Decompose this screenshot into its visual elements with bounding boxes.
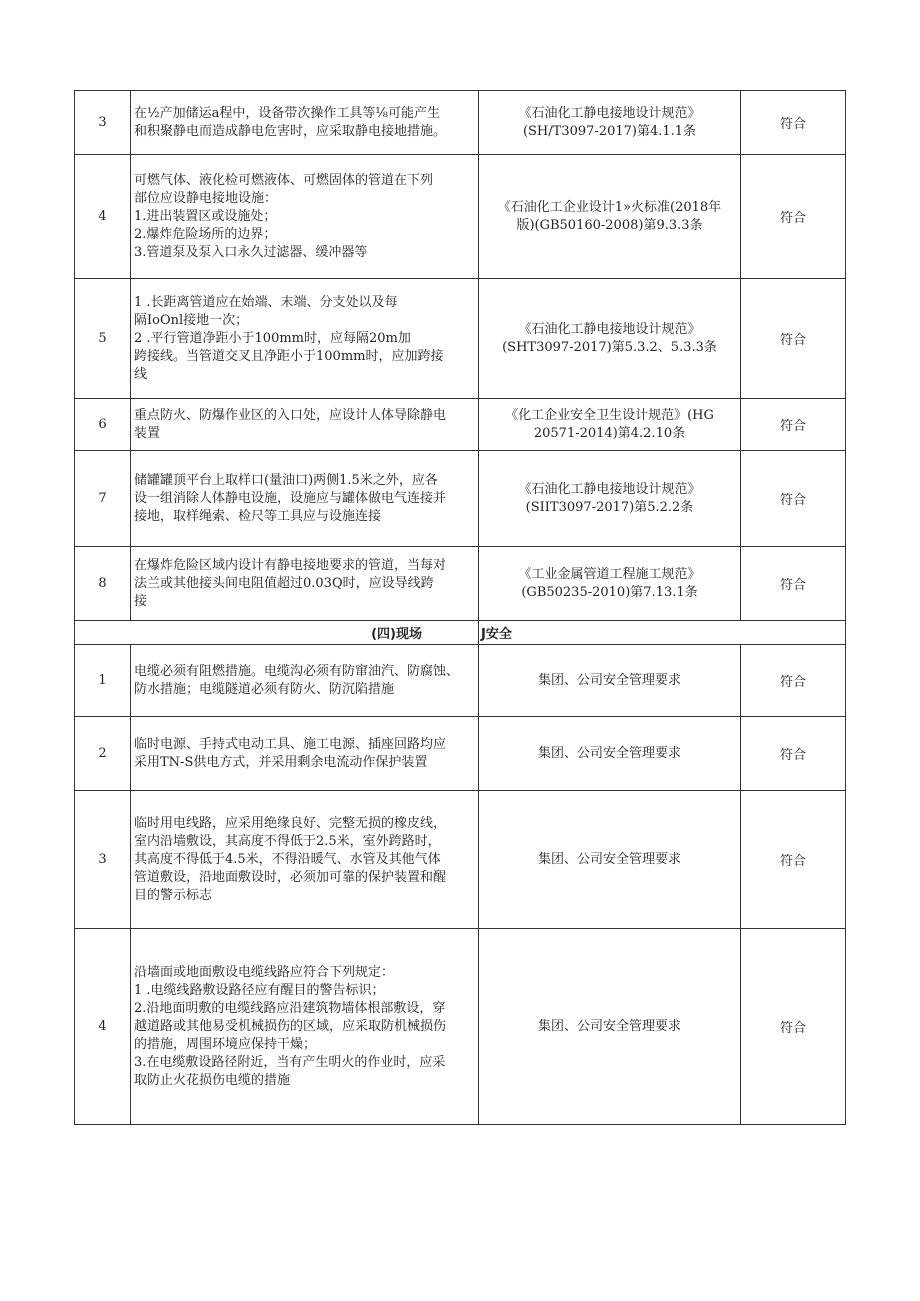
standard-line: (SH/T3097-2017)第4.1.1条 xyxy=(522,123,697,139)
requirement-line: 1 .长距离管道应在始端、末端、分支处以及每 xyxy=(134,294,398,310)
table-row xyxy=(75,91,846,155)
requirement-line: 沿墙面或地面敷设电缆线路应符合下列规定： xyxy=(134,964,395,980)
standard-line: 《石油化工静电接地设计规范》 xyxy=(518,481,701,497)
table-body-top xyxy=(75,91,846,621)
result-cell: 符合 xyxy=(741,399,846,451)
standard-line: 版)(GB50160-2008)第9.3.3条 xyxy=(516,217,703,233)
result-cell: 符合 xyxy=(741,155,846,279)
requirement-line: 跨接线。当管道交叉且净距小于100mm时，应加跨接 xyxy=(134,348,444,364)
result-cell: 符合 xyxy=(741,791,846,929)
section-title-right: J安全 xyxy=(479,621,846,645)
requirement-cell xyxy=(131,929,479,1125)
requirement-cell xyxy=(131,155,479,279)
requirement-line: 重点防火、防爆作业区的入口处，应设计人体导除静电 xyxy=(134,407,447,423)
table-row xyxy=(75,717,846,791)
requirement-line: 法兰或其他接头间电阻值超过0.03Q时，应设导线跨 xyxy=(134,575,434,591)
requirement-line: 接地，取样绳索、检尺等工具应与设施连接 xyxy=(134,508,382,524)
requirement-line: 电缆必须有阻燃措施。电缆沟必须有防窜油汽、防腐蚀、 xyxy=(134,663,460,679)
table-row xyxy=(75,279,846,399)
requirement-cell xyxy=(131,717,479,791)
standard-line: 集团、公司安全管理要求 xyxy=(537,672,681,688)
row-number: 8 xyxy=(75,547,131,621)
section-header xyxy=(75,621,846,645)
standard-line: 《化工企业安全卫生设计规范》(HG xyxy=(505,407,714,423)
requirement-cell xyxy=(131,91,479,155)
row-number: 7 xyxy=(75,451,131,547)
requirement-cell xyxy=(131,451,479,547)
requirement-cell xyxy=(131,279,479,399)
requirement-line: 3.在电缆敷设路径附近，当有产生明火的作业时，应采 xyxy=(134,1054,446,1070)
requirement-line: 在½产加储运a程中，设备带次操作工具等⅛可能产生 xyxy=(134,105,440,121)
standard-line: 集团、公司安全管理要求 xyxy=(537,745,681,761)
section-row xyxy=(75,621,846,645)
standard-line: 《石油化工静电接地设计规范》 xyxy=(518,321,701,337)
requirement-line: 2.爆炸危险场所的边界； xyxy=(134,226,277,242)
requirement-line: 隔IoOnl接地一次； xyxy=(134,312,249,328)
standard-cell xyxy=(479,929,741,1125)
standard-cell xyxy=(479,91,741,155)
requirement-line: 取防止火花损伤电缆的措施 xyxy=(134,1072,291,1088)
requirement-line: 2.沿地面明敷的电缆线路应沿建筑物墙体根部敷设，穿 xyxy=(134,1000,446,1016)
result-cell: 符合 xyxy=(741,929,846,1125)
standard-line: (GB50235-2010)第7.13.1条 xyxy=(521,584,698,600)
standard-line: 《工业金属管道工程施工规范》 xyxy=(518,566,701,582)
standard-cell xyxy=(479,155,741,279)
result-cell: 符合 xyxy=(741,451,846,547)
requirement-line: 1 .电缆线路敷设路径应有醒目的警告标识； xyxy=(134,982,385,998)
result-cell: 符合 xyxy=(741,279,846,399)
standard-cell xyxy=(479,645,741,717)
requirement-line: 在爆炸危险区域内设计有静电接地要求的管道，当每对 xyxy=(134,557,447,573)
inspection-table xyxy=(74,90,846,1125)
requirement-line: 线 xyxy=(134,366,148,382)
requirement-line: 越道路或其他易受机械损伤的区域，应采取防机械损伤 xyxy=(134,1018,447,1034)
requirement-line: 储罐罐顶平台上取样口(量油口)两侧1.5米之外，应各 xyxy=(134,472,438,488)
requirement-line: 部位应设静电接地设施： xyxy=(134,190,278,206)
section-title-left: (四)现场 xyxy=(75,621,479,645)
row-number: 3 xyxy=(75,791,131,929)
requirement-line: 装置 xyxy=(134,425,161,441)
row-number: 1 xyxy=(75,645,131,717)
table-row xyxy=(75,155,846,279)
table-row xyxy=(75,645,846,717)
requirement-line: 室内沿墙敷设，其高度不得低于2.5米，室外跨路时， xyxy=(134,833,441,849)
row-number: 3 xyxy=(75,91,131,155)
requirement-line: 和积聚静电而造成静电危害时，应采取静电接地措施。 xyxy=(134,123,447,139)
standard-line: (SHT3097-2017)第5.3.2、5.3.3条 xyxy=(502,339,717,355)
row-number: 6 xyxy=(75,399,131,451)
requirement-line: 防水措施；电缆隧道必须有防火、防沉陷措施 xyxy=(134,681,395,697)
standard-cell xyxy=(479,451,741,547)
row-number: 4 xyxy=(75,929,131,1125)
requirement-line: 设一组消除人体静电设施，设施应与罐体做电气连接并 xyxy=(134,490,447,506)
row-number: 2 xyxy=(75,717,131,791)
row-number: 5 xyxy=(75,279,131,399)
table-row xyxy=(75,451,846,547)
requirement-line: 临时用电线路，应采用绝缘良好、完整无损的橡皮线， xyxy=(134,815,447,831)
requirement-line: 临时电源、手持式电动工具、施工电源、插座回路均应 xyxy=(134,736,447,752)
requirement-line: 接 xyxy=(134,593,148,609)
table-body-bottom xyxy=(75,645,846,1125)
requirement-line: 1.进出装置区或设施处； xyxy=(134,208,277,224)
requirement-line: 目的警示标志 xyxy=(134,887,213,903)
table-row xyxy=(75,547,846,621)
standard-cell xyxy=(479,791,741,929)
requirement-line: 可燃气体、液化检可燃液体、可燃固体的管道在下列 xyxy=(134,172,434,188)
requirement-line: 3.管道泵及泵入口永久过滤器、缓冲器等 xyxy=(134,244,368,260)
result-cell: 符合 xyxy=(741,645,846,717)
requirement-line: 2 .平行管道净距小于100mm时，应每隔20m加 xyxy=(134,330,411,346)
row-number: 4 xyxy=(75,155,131,279)
requirement-line: 其高度不得低于4.5米，不得沿暖气、水管及其他气体 xyxy=(134,851,441,867)
standard-line: 集团、公司安全管理要求 xyxy=(537,851,681,867)
requirement-cell xyxy=(131,645,479,717)
standard-cell xyxy=(479,717,741,791)
standard-line: 《石油化工企业设计1»火标准(2018年 xyxy=(497,199,722,215)
standard-line: (SIIT3097-2017)第5.2.2条 xyxy=(525,499,694,515)
table-row xyxy=(75,929,846,1125)
requirement-line: 采用TN-S供电方式，并采用剩余电流动作保护装置 xyxy=(134,754,428,770)
standard-cell xyxy=(479,279,741,399)
requirement-cell xyxy=(131,547,479,621)
requirement-line: 的措施，周围环境应保持干燥； xyxy=(134,1036,317,1052)
requirement-line: 管道敷设，沿地面敷设时，必须加可靠的保护装置和醒 xyxy=(134,869,447,885)
result-cell: 符合 xyxy=(741,547,846,621)
standard-line: 20571-2014)第4.2.10条 xyxy=(533,425,686,441)
table-row xyxy=(75,791,846,929)
result-cell: 符合 xyxy=(741,91,846,155)
table-row xyxy=(75,399,846,451)
standard-cell xyxy=(479,399,741,451)
result-cell: 符合 xyxy=(741,717,846,791)
standard-line: 《石油化工静电接地设计规范》 xyxy=(518,105,701,121)
standard-cell xyxy=(479,547,741,621)
requirement-cell xyxy=(131,399,479,451)
standard-line: 集团、公司安全管理要求 xyxy=(537,1018,681,1034)
requirement-cell xyxy=(131,791,479,929)
